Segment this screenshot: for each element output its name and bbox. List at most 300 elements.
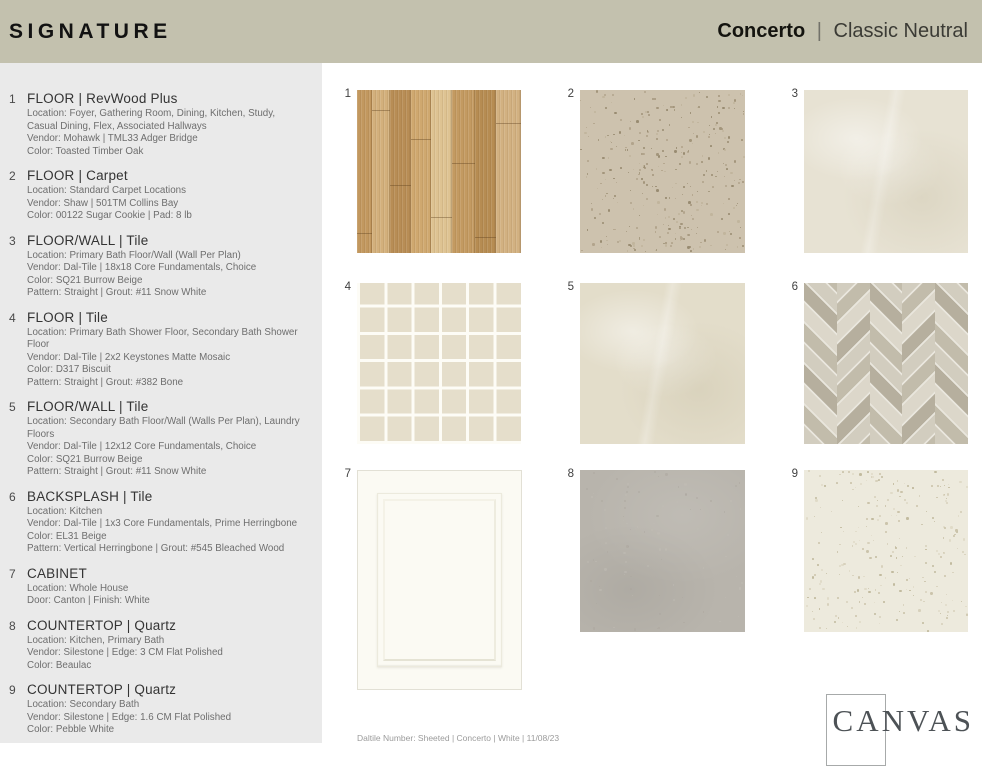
speckle-dot <box>948 484 949 485</box>
speckle-dot <box>831 511 832 512</box>
speckle-dot <box>906 589 907 590</box>
plank-seam <box>390 185 411 186</box>
speckle-dot <box>723 232 725 234</box>
speckle-dot <box>703 131 705 133</box>
speckle-dot <box>806 517 808 519</box>
wood-plank <box>390 90 411 253</box>
speckle-dot <box>909 590 910 591</box>
speckle-dot <box>718 152 720 154</box>
speckle-dot <box>727 141 729 143</box>
speckle-dot <box>711 174 713 176</box>
speckle-dot <box>855 543 857 545</box>
speckle-dot <box>605 107 607 109</box>
spec-item <box>9 566 308 608</box>
speckle-dot <box>654 471 656 473</box>
speckle-dot <box>860 483 862 485</box>
spec-item-detail: Location: Primary Bath Shower Floor, Secondary Bath Shower Floor <box>27 326 298 350</box>
brand-title: SIGNATURE <box>9 19 172 43</box>
spec-item-detail: Location: Standard Carpet Locations <box>27 185 187 196</box>
swatch-image <box>357 470 522 690</box>
speckle-dot <box>685 493 687 495</box>
speckle-dot <box>611 142 612 143</box>
spec-item-body <box>27 489 308 556</box>
speckle-dot <box>616 146 618 148</box>
wood-plank <box>411 90 431 253</box>
speckle-dot <box>680 236 682 238</box>
speckle-dot <box>684 227 686 229</box>
speckle-dot <box>627 483 628 484</box>
speckle-dot <box>663 105 664 106</box>
speckle-dot <box>646 163 648 165</box>
speckle-dot <box>866 518 868 520</box>
speckle-dot <box>619 240 622 243</box>
speckle-dot <box>715 133 717 135</box>
speckle-dot <box>674 150 676 152</box>
swatch-number: 8 <box>567 468 574 480</box>
speckle-dot <box>737 220 739 222</box>
speckle-dot <box>934 471 936 473</box>
spec-item-detail: Color: Beaulac <box>27 659 92 671</box>
spec-item-detail: Location: Secondary Bath Floor/Wall (Walls Per Plan), Laundry Floors <box>27 416 300 440</box>
speckle-dot <box>638 140 640 142</box>
speckle-dot <box>683 152 686 155</box>
speckle-dot <box>663 224 664 225</box>
speckle-dot <box>867 542 869 544</box>
speckle-dot <box>728 107 730 109</box>
speckle-dot <box>665 217 666 218</box>
speckle-dot <box>580 100 581 101</box>
speckle-dot <box>607 135 609 137</box>
speckle-dot <box>925 562 927 564</box>
speckle-dot <box>713 128 715 130</box>
speckle-dot <box>624 571 626 573</box>
speckle-dot <box>710 500 711 501</box>
speckle-dot <box>706 96 708 98</box>
speckle-dot <box>922 577 923 578</box>
speckle-dot <box>596 90 598 92</box>
speckle-dot <box>729 231 730 232</box>
speckle-dot <box>955 529 957 531</box>
speckle-dot <box>897 572 898 573</box>
speckle-dot <box>837 551 839 553</box>
speckle-dot <box>918 609 921 612</box>
speckle-dot <box>605 527 607 529</box>
speckle-dot <box>671 242 673 244</box>
speckle-dot <box>736 205 737 206</box>
speckle-dot <box>644 91 646 93</box>
speckle-dot <box>613 178 615 180</box>
spec-item <box>9 310 308 390</box>
speckle-dot <box>718 100 720 102</box>
speckle-dot <box>613 627 615 629</box>
spec-item-detail: Location: Whole House <box>27 582 129 594</box>
speckle-dot <box>659 119 661 121</box>
speckle-dot <box>736 576 737 577</box>
speckle-dot <box>899 590 901 592</box>
speckle-dot <box>718 95 720 97</box>
speckle-dot <box>672 187 673 188</box>
speckle-dot <box>639 215 640 216</box>
speckle-dot <box>906 547 907 548</box>
speckle-dot <box>847 626 848 627</box>
speckle-dot <box>642 153 644 155</box>
swatch-6-herringbone <box>791 281 968 444</box>
speckle-dot <box>864 588 867 591</box>
speckle-dot <box>940 486 941 487</box>
speckle-dot <box>817 564 819 566</box>
speckle-dot <box>659 595 660 596</box>
speckle-dot <box>869 557 871 559</box>
speckle-dot <box>953 535 955 537</box>
spec-item-detail: Vendor: Dal-Tile | 1x3 Core Fundamentals, Prime Herringbone <box>27 518 298 529</box>
speckle-dot <box>722 130 724 132</box>
speckle-dot <box>966 486 968 488</box>
speckle-dot <box>944 527 946 529</box>
speckle-dot <box>639 172 641 174</box>
speckle-dot <box>704 239 707 242</box>
speckle-dot <box>862 597 863 598</box>
speckle-dot <box>866 480 867 481</box>
speckle-dot <box>636 120 639 123</box>
speckle-dot <box>698 106 700 108</box>
spec-item-detail: Pattern: Vertical Herringbone | Grout: #545 Bleached Wood <box>27 543 285 554</box>
herringbone-column <box>870 283 903 444</box>
speckle-dot <box>920 599 923 602</box>
speckle-dot <box>879 515 881 517</box>
speckle-dot <box>866 526 867 527</box>
spec-item-detail: Location: Primary Bath Floor/Wall (Wall Per Plan) <box>27 249 241 261</box>
spec-item-detail: Vendor: Silestone | Edge: 1.6 CM Flat Polished <box>27 711 232 723</box>
speckle-dot <box>906 502 908 504</box>
spec-item-detail: Vendor: Dal-Tile | 2x2 Keystones Matte Mosaic <box>27 351 231 363</box>
speckle-dot <box>925 549 926 550</box>
speckle-dot <box>887 543 889 545</box>
speckle-dot <box>634 628 637 631</box>
speckle-dot <box>594 111 596 113</box>
speckle-dot <box>626 231 627 232</box>
speckle-dot <box>630 529 631 530</box>
speckle-dot <box>685 97 687 99</box>
speckle-dot <box>903 604 905 606</box>
speckle-dot <box>859 601 860 602</box>
speckle-dot <box>628 244 630 246</box>
speckle-dot <box>643 181 645 183</box>
speckle-dot <box>864 603 866 605</box>
speckle-dot <box>593 493 594 494</box>
speckle-dot <box>625 147 626 148</box>
speckle-dot <box>659 613 661 615</box>
speckle-dot <box>633 208 634 209</box>
speckle-dot <box>643 147 645 149</box>
speckle-dot <box>728 198 730 200</box>
speckle-dot <box>604 568 606 570</box>
speckle-dot <box>613 134 614 135</box>
speckle-dot <box>947 493 950 496</box>
speckle-dot <box>665 473 667 475</box>
speckle-dot <box>877 500 878 501</box>
speckle-dot <box>641 178 642 179</box>
speckle-dot <box>632 595 634 597</box>
speckle-dot <box>863 576 864 577</box>
speckle-dot <box>587 160 589 162</box>
spec-item-number: 3 <box>9 233 16 248</box>
speckle-dot <box>890 555 892 557</box>
spec-item <box>9 91 308 158</box>
speckle-dot <box>596 168 598 170</box>
speckle-dot <box>885 505 886 506</box>
spec-item <box>9 489 308 556</box>
speckle-dot <box>587 229 589 231</box>
speckle-dot <box>653 523 655 525</box>
spec-item <box>9 233 308 300</box>
speckle-dot <box>947 611 949 613</box>
speckle-dot <box>656 249 657 250</box>
speckle-dot <box>639 237 640 238</box>
speckle-dot <box>697 122 699 124</box>
speckle-dot <box>949 539 951 541</box>
speckle-dot <box>734 180 735 181</box>
spec-item-detail: Pattern: Straight | Grout: #11 Snow White <box>27 287 207 298</box>
speckle-dot <box>624 574 625 575</box>
speckle-dot <box>625 494 627 496</box>
speckle-dot <box>628 546 629 547</box>
speckle-dot <box>657 532 659 534</box>
speckle-dot <box>700 509 701 510</box>
speckle-dot <box>727 534 729 536</box>
speckle-dot <box>814 597 816 599</box>
speckle-dot <box>809 588 811 590</box>
speckle-dot <box>602 172 605 175</box>
speckle-dot <box>630 202 632 204</box>
speckle-dot <box>807 597 809 599</box>
speckle-dot <box>600 183 602 185</box>
speckle-dot <box>700 242 701 243</box>
collection-title <box>717 20 968 43</box>
speckle-dot <box>874 496 876 498</box>
swatch-image <box>357 90 521 253</box>
speckle-dot <box>726 244 728 246</box>
speckle-dot <box>630 576 631 577</box>
speckle-dot <box>646 198 648 200</box>
speckle-dot <box>663 163 664 164</box>
speckle-dot <box>852 473 854 475</box>
speckle-dot <box>675 198 676 199</box>
speckle-dot <box>963 538 965 540</box>
speckle-dot <box>931 485 933 487</box>
speckle-dot <box>734 160 737 163</box>
speckle-dot <box>655 226 658 229</box>
speckle-dot <box>947 615 948 616</box>
speckle-dot <box>883 601 885 603</box>
speckle-dot <box>683 186 685 188</box>
speckle-dot <box>702 181 704 183</box>
speckle-dot <box>723 203 725 205</box>
speckle-dot <box>639 163 640 164</box>
speckle-dot <box>627 250 629 252</box>
speckle-dot <box>693 248 695 250</box>
swatch-image <box>580 90 745 253</box>
speckle-dot <box>902 556 903 557</box>
speckle-dot <box>606 193 607 194</box>
speckle-dot <box>890 492 892 494</box>
speckle-dot <box>656 107 659 110</box>
speckle-dot <box>819 475 821 477</box>
speckle-dot <box>647 111 649 113</box>
speckle-dot <box>626 491 628 493</box>
speckle-dot <box>613 229 615 231</box>
speckle-dot <box>852 575 854 577</box>
speckle-dot <box>725 556 727 558</box>
speckle-dot <box>586 127 588 129</box>
speckle-dot <box>712 186 714 188</box>
speckle-dot <box>634 249 636 251</box>
speckle-dot <box>687 183 688 184</box>
door-panel <box>377 493 502 667</box>
speckle-dot <box>885 522 887 524</box>
speckle-dot <box>914 556 915 557</box>
speckle-dot <box>952 572 953 573</box>
speckle-dot <box>859 473 862 476</box>
speckle-dot <box>691 215 692 216</box>
speckle-dot <box>879 616 881 618</box>
speckle-dot <box>639 132 641 134</box>
speckle-dot <box>899 611 901 613</box>
speckle-dot <box>857 589 860 592</box>
speckle-dot <box>678 213 680 215</box>
speckle-dot <box>867 471 869 473</box>
collection-name: Concerto <box>717 20 806 42</box>
speckle-dot <box>874 602 875 603</box>
speckle-dot <box>855 615 857 617</box>
speckle-dot <box>711 116 712 117</box>
speckle-dot <box>643 205 644 206</box>
speckle-dot <box>819 583 821 585</box>
wood-plank <box>475 90 496 253</box>
speckle-dot <box>581 250 582 251</box>
speckle-dot <box>826 628 827 629</box>
speckle-dot <box>943 552 945 554</box>
spec-item-body <box>27 399 308 479</box>
speckle-dot <box>630 588 632 590</box>
speckle-dot <box>680 223 682 225</box>
speckle-dot <box>593 472 595 474</box>
speckle-dot <box>859 540 860 541</box>
wood-plank <box>431 90 452 253</box>
swatch-7-cabinet-door <box>344 468 522 690</box>
speckle-dot <box>858 576 860 578</box>
speckle-dot <box>709 125 710 126</box>
canvas-logo-text: CANVAS <box>832 703 974 738</box>
speckle-dot <box>819 608 821 610</box>
speckle-dot <box>627 486 629 488</box>
speckle-dot <box>946 594 947 595</box>
spec-item-title: FLOOR/WALL | Tile <box>27 399 149 414</box>
speckle-dot <box>954 534 955 535</box>
speckle-dot <box>842 471 844 473</box>
speckle-dot <box>846 601 848 603</box>
speckle-dot <box>710 145 712 147</box>
speckle-dot <box>656 189 659 192</box>
speckle-dot <box>815 499 817 501</box>
speckle-dot <box>895 547 897 549</box>
speckle-dot <box>926 511 927 512</box>
speckle-dot <box>597 188 599 190</box>
swatch-image <box>804 470 968 632</box>
speckle-dot <box>627 149 629 151</box>
speckle-dot <box>591 496 593 498</box>
speckle-dot <box>651 529 653 531</box>
speckle-dot <box>692 194 694 196</box>
speckle-dot <box>591 208 593 210</box>
speckle-dot <box>958 515 959 516</box>
speckle-dot <box>932 517 934 519</box>
speckle-dot <box>604 94 606 96</box>
speckle-dot <box>739 587 741 589</box>
speckle-dot <box>659 236 661 238</box>
speckle-dot <box>921 524 923 526</box>
speckle-dot <box>624 135 625 136</box>
herringbone-column <box>935 283 968 444</box>
speckle-dot <box>601 500 603 502</box>
speckle-dot <box>814 574 816 576</box>
speckle-dot <box>937 485 939 487</box>
speckle-dot <box>699 246 701 248</box>
speckle-dot <box>892 551 894 553</box>
speckle-dot <box>946 617 948 619</box>
speckle-dot <box>848 471 850 473</box>
speckle-dot <box>851 607 853 609</box>
speckle-dot <box>665 156 666 157</box>
speckle-dot <box>913 586 915 588</box>
speckle-dot <box>682 194 683 195</box>
speckle-dot <box>896 619 898 621</box>
plank-seam <box>372 110 390 111</box>
speckle-dot <box>842 500 843 501</box>
speckle-dot <box>838 617 840 619</box>
speckle-dot <box>952 600 953 601</box>
speckle-dot <box>703 174 705 176</box>
speckle-dot <box>655 186 656 187</box>
speckle-dot <box>631 142 634 145</box>
speckle-dot <box>676 147 678 149</box>
speckle-dot <box>827 597 829 599</box>
speckle-dot <box>599 213 601 215</box>
speckle-dot <box>637 526 639 528</box>
speckle-dot <box>959 481 961 483</box>
page-header <box>0 0 982 63</box>
speckle-dot <box>684 483 687 486</box>
speckle-dot <box>588 136 590 138</box>
swatch-board <box>322 63 982 743</box>
speckle-dot <box>593 123 595 125</box>
swatch-number: 3 <box>791 88 798 100</box>
speckle-dot <box>725 597 726 598</box>
speckle-dot <box>708 136 710 138</box>
spec-list <box>9 91 308 737</box>
spec-item-detail: Color: D317 Biscuit <box>27 364 111 375</box>
speckle-dot <box>676 501 678 503</box>
speckle-dot <box>740 227 741 228</box>
speckle-dot <box>724 137 726 139</box>
speckle-dot <box>587 173 588 174</box>
speckle-dot <box>940 613 941 614</box>
speckle-dot <box>696 497 698 499</box>
speckle-dot <box>871 473 873 475</box>
speckle-dot <box>606 240 608 242</box>
speckle-dot <box>827 603 829 605</box>
spec-item-number: 4 <box>9 310 16 325</box>
spec-item-detail: Vendor: Shaw | 501TM Collins Bay <box>27 197 179 209</box>
